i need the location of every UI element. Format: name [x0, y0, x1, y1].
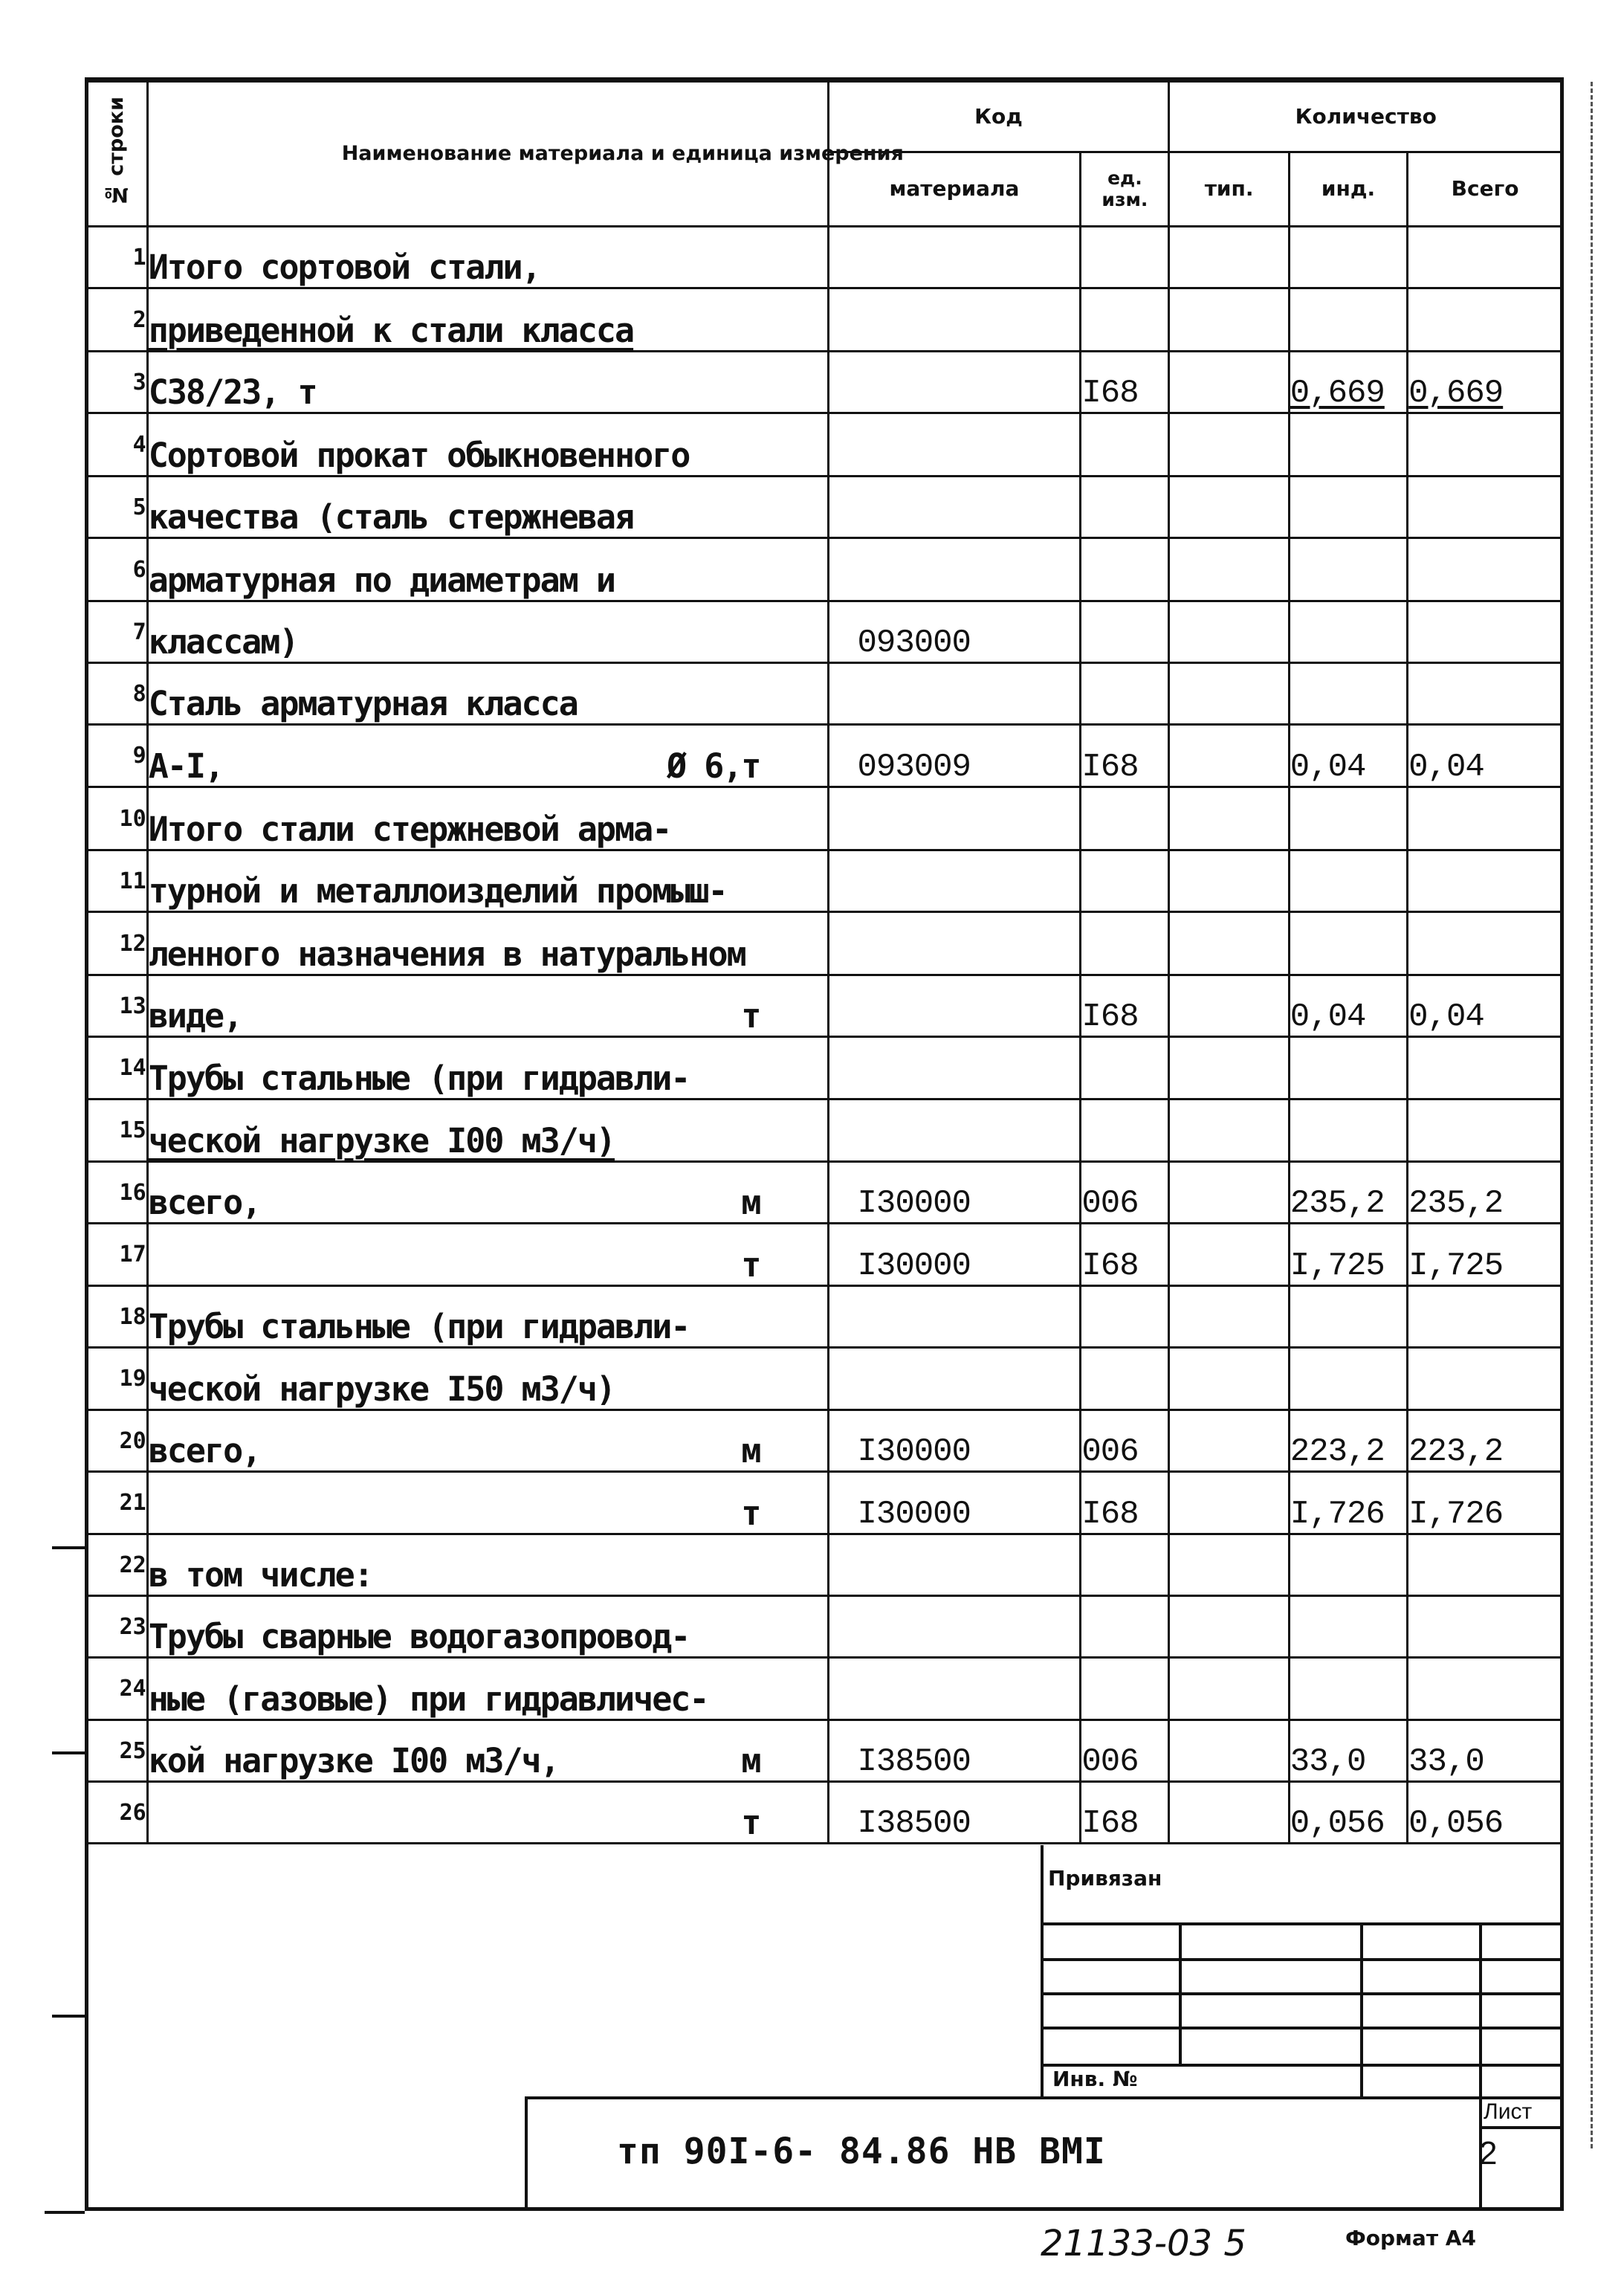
handwritten-number: 21133-03 5 — [1041, 2223, 1246, 2264]
tb-line — [525, 2096, 1564, 2099]
material-name-text: Сталь арматурная класса — [148, 684, 578, 723]
row-number: 24 — [86, 1658, 148, 1720]
material-code — [828, 975, 1081, 1037]
table-row — [86, 1224, 1563, 1286]
table-row — [86, 725, 1563, 787]
sheet-number: 2 — [1479, 2135, 1498, 2171]
unit-code: I68 — [1081, 1224, 1169, 1286]
material-name — [147, 663, 828, 725]
qty-ind: 33,0 — [1289, 1720, 1407, 1782]
unit-text: т — [741, 1245, 760, 1285]
qty-total — [1408, 663, 1563, 725]
material-name-text: арматурная по диаметрам и — [148, 561, 615, 600]
qty-total: 33,0 — [1408, 1720, 1563, 1782]
row-number: 7 — [86, 601, 148, 663]
specification-table — [85, 80, 1564, 1844]
header-code-material: материала — [828, 152, 1081, 227]
qty-type — [1169, 1534, 1289, 1596]
material-code: 093009 — [828, 725, 1081, 787]
material-name-text: виде, — [148, 996, 242, 1036]
qty-total — [1408, 912, 1563, 975]
qty-total: I,726 — [1408, 1472, 1563, 1534]
material-name — [147, 850, 828, 912]
unit-code — [1081, 1534, 1169, 1596]
unit-text: т — [741, 1803, 760, 1842]
unit-code — [1081, 1037, 1169, 1099]
material-name — [147, 1224, 828, 1286]
table-row — [86, 413, 1563, 477]
row-number: 1 — [86, 227, 148, 288]
margin-tick — [52, 1751, 85, 1754]
tb-line — [1479, 2126, 1564, 2129]
unit-code: 006 — [1081, 1720, 1169, 1782]
unit-code: 006 — [1081, 1410, 1169, 1472]
row-number: 15 — [86, 1099, 148, 1162]
table-row — [86, 1534, 1563, 1596]
tb-line — [1041, 1992, 1564, 1995]
unit-text: м — [741, 1183, 760, 1222]
qty-type — [1169, 975, 1289, 1037]
unit-code — [1081, 1348, 1169, 1410]
qty-total — [1408, 1037, 1563, 1099]
margin-tick — [45, 2211, 85, 2214]
format-label: Формат А4 — [1345, 2226, 1476, 2250]
material-code — [828, 1658, 1081, 1720]
table-row — [86, 1099, 1563, 1162]
qty-type — [1169, 1472, 1289, 1534]
sheet-label: Лист — [1484, 2099, 1533, 2124]
qty-ind — [1289, 1658, 1407, 1720]
qty-total: 235,2 — [1408, 1162, 1563, 1224]
qty-type — [1169, 787, 1289, 850]
qty-ind — [1289, 912, 1407, 975]
material-name-text: ческой нагрузке I00 м3/ч) — [148, 1121, 615, 1160]
material-name-text: Итого стали стержневой арма- — [148, 810, 671, 849]
table-row — [86, 1596, 1563, 1658]
qty-type — [1169, 227, 1289, 288]
qty-ind: 223,2 — [1289, 1410, 1407, 1472]
qty-total — [1408, 413, 1563, 477]
qty-ind — [1289, 663, 1407, 725]
material-code — [828, 352, 1081, 413]
material-code: 093000 — [828, 601, 1081, 663]
material-name — [147, 1596, 828, 1658]
qty-type — [1169, 1286, 1289, 1348]
unit-code: I68 — [1081, 352, 1169, 413]
material-name-text: Сортовой прокат обыкновенного — [148, 436, 690, 475]
material-name — [147, 1162, 828, 1224]
material-name-text: ческой нагрузке I50 м3/ч) — [148, 1369, 615, 1409]
table-row — [86, 1782, 1563, 1844]
material-name — [147, 1099, 828, 1162]
qty-total — [1408, 1596, 1563, 1658]
unit-code — [1081, 850, 1169, 912]
table-row — [86, 477, 1563, 538]
tb-line — [1360, 1922, 1363, 2098]
material-name — [147, 1410, 828, 1472]
unit-code: I68 — [1081, 725, 1169, 787]
table-row — [86, 1348, 1563, 1410]
material-name-text: турной и металлоизделий промыш- — [148, 871, 727, 911]
material-code — [828, 787, 1081, 850]
header-code-unit: ед. изм. — [1081, 152, 1169, 227]
qty-type — [1169, 538, 1289, 601]
table-body — [86, 227, 1563, 1844]
qty-ind — [1289, 1099, 1407, 1162]
unit-code — [1081, 1596, 1169, 1658]
material-code — [828, 1286, 1081, 1348]
material-code — [828, 1348, 1081, 1410]
table-row — [86, 912, 1563, 975]
margin-tick — [52, 1546, 85, 1549]
qty-type — [1169, 1099, 1289, 1162]
qty-ind — [1289, 601, 1407, 663]
qty-type — [1169, 413, 1289, 477]
material-name-text: Трубы стальные (при гидравли- — [148, 1059, 690, 1098]
qty-ind — [1289, 227, 1407, 288]
row-number: 5 — [86, 477, 148, 538]
inventory-label: Инв. № — [1052, 2067, 1138, 2091]
tb-line — [1041, 2027, 1564, 2029]
material-code — [828, 288, 1081, 352]
table-row — [86, 352, 1563, 413]
unit-code — [1081, 601, 1169, 663]
header-code-group: Код — [828, 82, 1169, 152]
row-number: 6 — [86, 538, 148, 601]
unit-code — [1081, 663, 1169, 725]
row-number: 10 — [86, 787, 148, 850]
row-number: 3 — [86, 352, 148, 413]
qty-ind: I,726 — [1289, 1472, 1407, 1534]
unit-code: I68 — [1081, 1782, 1169, 1844]
row-number: 26 — [86, 1782, 148, 1844]
tb-line — [1041, 1922, 1564, 1925]
table-row — [86, 288, 1563, 352]
unit-code — [1081, 912, 1169, 975]
material-name-text: всего, — [148, 1431, 261, 1470]
material-name-text: всего, — [148, 1183, 261, 1222]
qty-ind — [1289, 288, 1407, 352]
unit-text: м — [741, 1431, 760, 1470]
row-number: 21 — [86, 1472, 148, 1534]
qty-ind — [1289, 1596, 1407, 1658]
qty-total — [1408, 1348, 1563, 1410]
table-row — [86, 1658, 1563, 1720]
material-name — [147, 1782, 828, 1844]
qty-type — [1169, 352, 1289, 413]
qty-type — [1169, 601, 1289, 663]
qty-ind — [1289, 1286, 1407, 1348]
qty-type — [1169, 725, 1289, 787]
material-code: I30000 — [828, 1224, 1081, 1286]
qty-total: 0,04 — [1408, 725, 1563, 787]
material-code: I38500 — [828, 1782, 1081, 1844]
material-name — [147, 413, 828, 477]
edge-dash — [1591, 82, 1593, 2148]
table-row — [86, 663, 1563, 725]
qty-total: I,725 — [1408, 1224, 1563, 1286]
material-code: I30000 — [828, 1472, 1081, 1534]
qty-total: 0,056 — [1408, 1782, 1563, 1844]
material-name-text: в том числе: — [148, 1555, 372, 1595]
table-row — [86, 1720, 1563, 1782]
qty-ind — [1289, 538, 1407, 601]
table-row — [86, 538, 1563, 601]
attached-label: Привязан — [1048, 1866, 1162, 1890]
material-name — [147, 975, 828, 1037]
material-code — [828, 850, 1081, 912]
unit-code — [1081, 1099, 1169, 1162]
unit-code — [1081, 288, 1169, 352]
qty-ind: 0,056 — [1289, 1782, 1407, 1844]
material-code — [828, 538, 1081, 601]
material-name — [147, 725, 828, 787]
row-number: 12 — [86, 912, 148, 975]
row-number: 19 — [86, 1348, 148, 1410]
qty-total — [1408, 850, 1563, 912]
qty-total — [1408, 538, 1563, 601]
table-row — [86, 1472, 1563, 1534]
table-row — [86, 601, 1563, 663]
material-name-text: ленного назначения в натуральном — [148, 934, 745, 974]
table-row — [86, 975, 1563, 1037]
header-name: Наименование материала и единица измерения — [147, 82, 828, 227]
qty-type — [1169, 1596, 1289, 1658]
qty-type — [1169, 1720, 1289, 1782]
table-row — [86, 850, 1563, 912]
qty-type — [1169, 1410, 1289, 1472]
row-number: 9 — [86, 725, 148, 787]
material-name — [147, 1348, 828, 1410]
qty-ind — [1289, 787, 1407, 850]
qty-type — [1169, 1782, 1289, 1844]
material-name — [147, 288, 828, 352]
row-number: 4 — [86, 413, 148, 477]
material-name — [147, 601, 828, 663]
row-number: 8 — [86, 663, 148, 725]
header-row-number: № строки — [86, 82, 148, 227]
unit-text: Ø 6,т — [667, 746, 760, 786]
row-number: 11 — [86, 850, 148, 912]
qty-type — [1169, 663, 1289, 725]
qty-type — [1169, 1348, 1289, 1410]
row-number: 23 — [86, 1596, 148, 1658]
table-row — [86, 1286, 1563, 1348]
qty-type — [1169, 1162, 1289, 1224]
unit-text: т — [741, 996, 760, 1036]
material-name — [147, 1472, 828, 1534]
row-number: 14 — [86, 1037, 148, 1099]
qty-total — [1408, 787, 1563, 850]
unit-code: 006 — [1081, 1162, 1169, 1224]
material-code — [828, 227, 1081, 288]
qty-total — [1408, 1658, 1563, 1720]
qty-ind: 0,04 — [1289, 725, 1407, 787]
header-quantity-group: Количество — [1169, 82, 1563, 152]
unit-code — [1081, 787, 1169, 850]
tb-line — [1041, 1845, 1044, 2098]
material-name — [147, 1037, 828, 1099]
qty-ind: 0,04 — [1289, 975, 1407, 1037]
qty-total — [1408, 1286, 1563, 1348]
document-code: тп 90I-6- 84.86 НВ ВМI — [617, 2131, 1106, 2172]
material-code — [828, 413, 1081, 477]
material-name-text: классам) — [148, 622, 298, 662]
material-code — [828, 912, 1081, 975]
qty-total — [1408, 1099, 1563, 1162]
material-name — [147, 1286, 828, 1348]
qty-type — [1169, 1037, 1289, 1099]
table-row — [86, 1410, 1563, 1472]
material-code — [828, 1596, 1081, 1658]
row-number: 20 — [86, 1410, 148, 1472]
unit-text: т — [741, 1494, 760, 1533]
material-name — [147, 227, 828, 288]
qty-total: 223,2 — [1408, 1410, 1563, 1472]
qty-type — [1169, 477, 1289, 538]
margin-tick — [52, 2015, 85, 2018]
qty-ind — [1289, 413, 1407, 477]
material-name-text: Трубы сварные водогазопровод- — [148, 1617, 690, 1656]
qty-ind — [1289, 1534, 1407, 1596]
unit-code — [1081, 477, 1169, 538]
material-name-text: качества (сталь стержневая — [148, 497, 634, 537]
header-qty-ind: инд. — [1289, 152, 1407, 227]
row-number: 17 — [86, 1224, 148, 1286]
table-row — [86, 1037, 1563, 1099]
material-name — [147, 1720, 828, 1782]
qty-ind: 235,2 — [1289, 1162, 1407, 1224]
material-name — [147, 1658, 828, 1720]
tb-line — [1041, 1958, 1564, 1961]
material-name-text: Трубы стальные (при гидравли- — [148, 1307, 690, 1346]
header-qty-type: тип. — [1169, 152, 1289, 227]
material-code: I38500 — [828, 1720, 1081, 1782]
qty-type — [1169, 1658, 1289, 1720]
header-qty-total: Всего — [1408, 152, 1563, 227]
tb-line — [1179, 1922, 1182, 2064]
material-name — [147, 787, 828, 850]
qty-total — [1408, 227, 1563, 288]
material-name-text: приведенной к стали класса — [148, 311, 634, 350]
row-number: 22 — [86, 1534, 148, 1596]
row-number: 13 — [86, 975, 148, 1037]
qty-total — [1408, 477, 1563, 538]
qty-type — [1169, 912, 1289, 975]
table-row — [86, 227, 1563, 288]
material-name-text: С38/23, т — [148, 372, 317, 412]
table-row — [86, 1162, 1563, 1224]
material-code — [828, 1037, 1081, 1099]
unit-text: м — [741, 1741, 760, 1780]
table-row — [86, 787, 1563, 850]
unit-code — [1081, 1658, 1169, 1720]
unit-code — [1081, 413, 1169, 477]
qty-ind: 0,669 — [1289, 352, 1407, 413]
material-code: I30000 — [828, 1162, 1081, 1224]
qty-ind — [1289, 1348, 1407, 1410]
qty-ind — [1289, 1037, 1407, 1099]
qty-total: 0,04 — [1408, 975, 1563, 1037]
qty-ind — [1289, 477, 1407, 538]
qty-type — [1169, 288, 1289, 352]
material-code: I30000 — [828, 1410, 1081, 1472]
unit-code — [1081, 538, 1169, 601]
material-code — [828, 663, 1081, 725]
tb-line — [525, 2096, 528, 2211]
qty-ind: I,725 — [1289, 1224, 1407, 1286]
qty-total: 0,669 — [1408, 352, 1563, 413]
qty-type — [1169, 1224, 1289, 1286]
qty-total — [1408, 288, 1563, 352]
material-name-text: ные (газовые) при гидравличес- — [148, 1679, 708, 1719]
material-code — [828, 1099, 1081, 1162]
material-name — [147, 477, 828, 538]
row-number: 16 — [86, 1162, 148, 1224]
material-name — [147, 538, 828, 601]
material-name — [147, 912, 828, 975]
unit-code: I68 — [1081, 1472, 1169, 1534]
unit-code: I68 — [1081, 975, 1169, 1037]
qty-ind — [1289, 850, 1407, 912]
material-name-text: кой нагрузке I00 м3/ч, — [148, 1741, 559, 1780]
row-number: 2 — [86, 288, 148, 352]
row-number: 18 — [86, 1286, 148, 1348]
qty-total — [1408, 1534, 1563, 1596]
qty-type — [1169, 850, 1289, 912]
material-name-text: Итого сортовой стали, — [148, 248, 540, 287]
unit-code — [1081, 227, 1169, 288]
row-number: 25 — [86, 1720, 148, 1782]
material-name — [147, 1534, 828, 1596]
unit-code — [1081, 1286, 1169, 1348]
qty-total — [1408, 601, 1563, 663]
material-name — [147, 352, 828, 413]
material-code — [828, 1534, 1081, 1596]
material-code — [828, 477, 1081, 538]
material-name-text: А-I, — [148, 746, 224, 786]
